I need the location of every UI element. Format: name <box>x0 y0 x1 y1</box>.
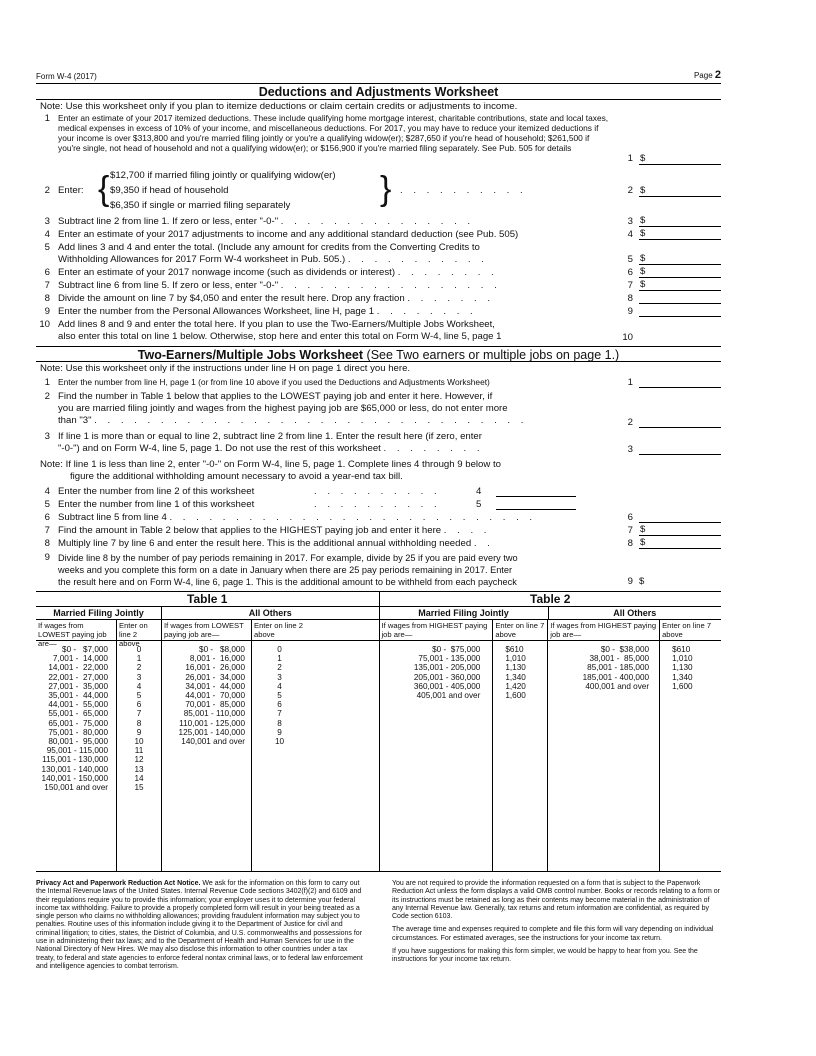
ws2-line-6: 6 Subtract line 5 from line 4 . . . . . . . . . . . . . . . . . . . . . . . . . . . . 6 <box>36 512 721 524</box>
ws1-line7-field[interactable]: $ <box>639 280 721 291</box>
ws2-line-1: 1 Enter the number from line H, page 1 (or from line 10 above if you used the Deductions and Adjustments Worksheet) 1 <box>36 377 721 389</box>
t2-oth-wages: $0 - $38,000 38,001 - 85,000 85,001 - 185,000 185,001 - 400,000 400,001 and over <box>547 641 659 871</box>
ws2-line7-field[interactable]: $ <box>639 525 721 536</box>
ws1-line-7: 7 Subtract line 6 from line 5. If zero or less, enter "-0-" . . . . . . . . . . . . . . . . . 7 $ <box>36 280 721 292</box>
table-1: Table 1 Married Filing Jointly All Others If wages from LOWEST paying job are— Enter on line 2 above If wages from LOWEST paying job are— Enter on line 2 above $0 - $7,000 7,001 - 14,000 14,001 - 22,000 22,001 - 27,000 27,001 - 35,000 35,001 - 44,000 44,001 - 55,000 55,001 - 65,000 65,001 - 75,000 75,001 - 80,000 80,001 - 95,000 95,001 - 115,000 115,001 - 130,000 130,001 - 140,000 140,001 - 150,000 150,001 and over 0 1 2 3 4 5 6 7 8 9 10 11 12 13 14 15 $0 - $8,000 8,001 - 16,000 16,001 - 26,000 26,001 - 34,000 34,001 - 44,000 44,001 - 70,000 70,001 - 85,000 85,001 - 110,000 110,001 - 125,000 125,001 - 140,000 140,001 and over 0 1 2 3 4 5 6 7 8 9 10 <box>36 592 379 871</box>
ws1-line-10: 10 Add lines 8 and 9 and enter the total here. If you plan to use the Two-Earners/Multiple Jobs Worksheet, also enter this total on line 1 below. Otherwise, stop here and enter this total on Form W-4, line 5, page 1 10 <box>39 319 633 343</box>
page-label: Page <box>693 70 713 80</box>
ws1-line-9: 9 Enter the number from the Personal Allowances Worksheet, line H, page 1 . . . . . . . . 9 <box>36 306 721 318</box>
ws2-line3-field[interactable] <box>639 444 721 455</box>
ws2-line-7: 7 Find the amount in Table 2 below that applies to the HIGHEST paying job and enter it here . . . . 7 $ <box>36 525 721 537</box>
t1-oth-wages: $0 - $8,000 8,001 - 16,000 16,001 - 26,000 26,001 - 34,000 34,001 - 44,000 44,001 - 70,000 70,001 - 85,000 85,001 - 110,000 110,001 - 125,000 125,001 - 140,000 140,001 and over <box>161 641 251 871</box>
t1-oth-enter: 0 1 2 3 4 5 6 7 8 9 10 <box>251 641 307 871</box>
two-earners-worksheet-title: Two-Earners/Multiple Jobs Worksheet (See Two earners or multiple jobs on page 1.) <box>36 346 721 362</box>
ws2-line2-field[interactable] <box>639 417 721 428</box>
ws1-line1-field[interactable]: $ <box>639 154 721 165</box>
ws1-line6-field[interactable]: $ <box>639 267 721 278</box>
ws1-line-8: 8 Divide the amount on line 7 by $4,050 and enter the result here. Drop any fraction . . . . . . . 8 <box>36 293 721 305</box>
t2-mfj-wages: $0 - $75,000 75,001 - 135,000 135,001 - 205,000 205,001 - 360,000 360,001 - 405,000 405,001 and over <box>413 645 481 701</box>
ws2-line-4: 4 Enter the number from line 2 of this worksheet . . . . . . . . . . 4 <box>36 486 721 498</box>
form-id: Form W-4 (2017) <box>36 72 97 82</box>
ws2-line-5: 5 Enter the number from line 1 of this worksheet . . . . . . . . . . 5 <box>36 499 721 511</box>
t2-oth-enter: $610 1,010 1,130 1,340 1,600 <box>659 641 721 871</box>
tables-section <box>36 591 721 872</box>
privacy-notice: Privacy Act and Paperwork Reduction Act Notice. We ask for the information on this form to carry out the Internal Revenue laws of the United States. Internal Revenue Code sections 3402(f)(2) and 6109 and their regulations require you to provide this information; your employer uses it to determine your federal income tax withholding. Failure to provide a properly completed form will result in your being treated as a single person who claims no withholding allowances; providing fraudulent information may subject you to penalties. Routine uses of this information include giving it to the Department of Justice for civil and criminal litigation; to cities, states, the District of Columbia, and U.S. commonwealths and possessions for use in administering their tax laws; and to the Department of Health and Human Services for use in the National Directory of New Hires. We may also disclose this information to other countries under a tax treaty, to federal and state agencies to enforce federal nontax criminal laws, or to federal law enforcement and intelligence agencies to combat terrorism. You are not required to provide the information requested on a form that is subject to the Paperwork Reduction Act unless the form displays a valid OMB control number. Books or records relating to a form or its instructions must be retained as long as their contents may become material in the administration of any Internal Revenue law. Generally, tax returns and return information are confidential, as required by Code section 6103. The average time and expenses required to complete and file this form will vary depending on individual circumstances. For estimated averages, see the instructions for your income tax return. If you have suggestions for making this form simpler, we would be happy to hear from you. See the instructions for your income tax return. <box>36 880 720 970</box>
ws1-line-1: 1 Enter an estimate of your 2017 itemized deductions. These include qualifying home mortgage interest, charitable contributions, state and local taxes, medical expenses in excess of 10% of your income, and miscellaneous deductions. For 2017, you may have to reduce your itemized deductions if your income is over $313,800 and you're married filing jointly or you're a qualifying widow(er); $287,650 if you're head of household; $261,500 if you're single, not head of household and not a qualifying widow(er); or $156,900 if you're married filing separately. See Pub. 505 for details 1 $ <box>36 113 721 165</box>
t1-mfj-wages: $0 - $7,000 7,001 - 14,000 14,001 - 22,000 22,001 - 27,000 27,001 - 35,000 35,001 - 44,000 44,001 - 55,000 55,001 - 65,000 65,001 - 75,000 75,001 - 80,000 80,001 - 95,000 95,001 - 115,000 115,001 - 130,000 130,001 - 140,000 140,001 - 150,000 150,001 and over <box>41 645 108 793</box>
ws2-line5-field[interactable] <box>496 499 576 510</box>
ws2-line-3: 3 If line 1 is more than or equal to line 2, subtract line 2 from line 1. Enter the result here (if zero, enter "-0-") and on Form W-4, line 5, page 1. Do not use the rest of this worksheet . . . . . . . . 3 <box>36 431 721 456</box>
worksheet1-note: Note: Use this worksheet only if you plan to itemize deductions or claim certain credits or adjustments to income. <box>40 101 518 112</box>
ws1-line3-field[interactable]: $ <box>639 216 721 227</box>
ws1-line-5: 5 Add lines 3 and 4 and enter the total. (Include any amount for credits from the Converting Credits to Withholding Allowances for 2017 Form W-4 worksheet in Pub. 505.) . . . . . . . . . . . 5 $ <box>36 242 721 266</box>
ws1-line-4: 4 Enter an estimate of your 2017 adjustments to income and any additional standard deduction (see Pub. 505) 4 $ <box>36 229 721 241</box>
ws2-line4-field[interactable] <box>496 486 576 497</box>
ws1-line2-field[interactable]: $ <box>639 186 721 197</box>
t1-mfj-enter: 0 1 2 3 4 5 6 7 8 9 10 11 12 13 14 15 <box>116 641 161 871</box>
page-header <box>36 68 721 84</box>
ws2-line-8: 8 Multiply line 7 by line 6 and enter the result here. This is the additional annual withholding needed . . 8 $ <box>36 538 721 550</box>
page-number: 2 <box>714 68 721 81</box>
worksheet2-note2: Note: If line 1 is less than line 2, enter "-0-" on Form W-4, line 5, page 1. Complete lines 4 through 9 below to figure the additional withholding amount necessary to avoid a year-end tax bill. <box>40 459 501 482</box>
worksheet2-note: Note: Use this worksheet only if the instructions under line H on page 1 direct you here. <box>40 363 411 374</box>
table-2: Table 2 Married Filing Jointly All Others If wages from HIGHEST paying job are— Enter on line 7 above If wages from HIGHEST paying job are— Enter on line 7 above $0 - $75,000 75,001 - 135,000 135,001 - 205,000 205,001 - 360,000 360,001 - 405,000 405,001 and over $610 1,010 1,130 1,340 1,420 1,600 $0 - $38,000 38,001 - 85,000 85,001 - 185,000 185,001 - 400,000 400,001 and over $610 1,010 1,130 1,340 1,600 <box>379 592 722 871</box>
ws1-line-6: 6 Enter an estimate of your 2017 nonwage income (such as dividends or interest) . . . . . . . . 6 $ <box>36 267 721 279</box>
ws1-line9-field[interactable] <box>639 306 721 317</box>
ws2-line8-field[interactable]: $ <box>639 538 721 549</box>
ws1-line5-field[interactable]: $ <box>639 254 721 265</box>
t2-mfj-enter: $610 1,010 1,130 1,340 1,420 1,600 <box>492 641 547 871</box>
ws1-line-2: 2 Enter: { $12,700 if married filing jointly or qualifying widow(er) $9,350 if head of household $6,350 if single or married filing separately } . . . . . . . . . . 2 $ <box>36 168 721 214</box>
ws1-line8-field[interactable] <box>639 293 721 304</box>
ws2-line1-field[interactable] <box>639 377 721 388</box>
form-page <box>36 68 721 976</box>
deductions-worksheet-title: Deductions and Adjustments Worksheet <box>36 84 721 100</box>
ws2-line-9: 9 Divide line 8 by the number of pay periods remaining in 2017. For example, divide by 25 if you are paid every two weeks and you complete this form on a date in January when there are 25 pay periods remaining in 2017. Enter the result here and on Form W-4, line 6, page 1. This is the additional amount to be withheld from each paycheck 9 $ <box>44 552 645 587</box>
ws2-line6-field[interactable] <box>639 512 721 523</box>
ws2-line-2: 2 Find the number in Table 1 below that applies to the LOWEST paying job and enter it here. However, if you are married filing jointly and wages from the highest paying job are $65,000 or less, do not enter more than "3" . . . . . . . . . . . . . . . . . . . . . . . . . . . . . . . . . 2 <box>36 391 721 429</box>
ws1-line-3: 3 Subtract line 2 from line 1. If zero or less, enter "-0-" . . . . . . . . . . . . . . . 3 $ <box>36 216 721 228</box>
ws1-line4-field[interactable]: $ <box>639 229 721 240</box>
